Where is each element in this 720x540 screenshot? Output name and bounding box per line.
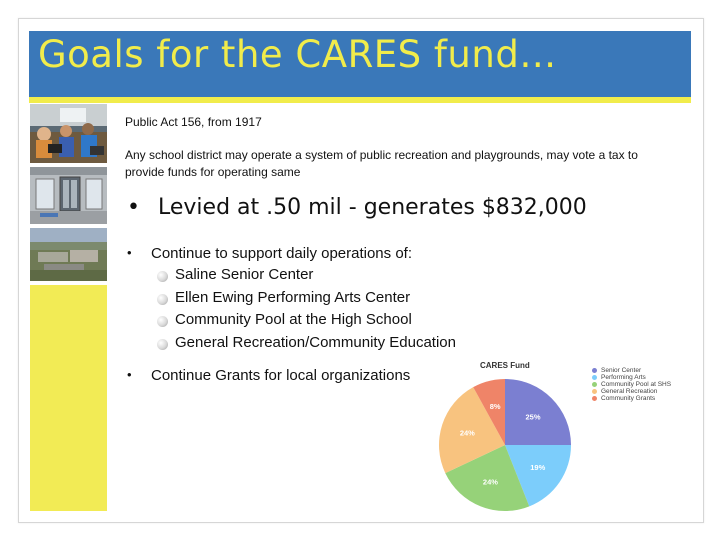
grants-bullet-text: Continue Grants for local organizations	[151, 367, 411, 384]
bullet-dot: •	[127, 245, 132, 260]
students-at-computer-photo	[30, 104, 107, 163]
pie-label-3: 24%	[459, 428, 475, 438]
building-entrance-photo	[30, 167, 107, 224]
legend-swatch	[592, 375, 597, 380]
bullet-circle	[157, 271, 168, 282]
pie-label-1: 19%	[530, 462, 546, 472]
legend-label: General Recreation	[601, 388, 658, 395]
act-description-line-1: Any school district may operate a system of public recreation and playgrounds, may vote a tax to	[125, 148, 638, 162]
legend-item	[592, 381, 671, 388]
legend-item	[592, 374, 671, 381]
sidebar-yellow-block	[30, 285, 107, 511]
aerial-campus-photo	[30, 228, 107, 281]
chart-legend	[592, 367, 671, 402]
act-reference-text: Public Act 156, from 1917	[125, 115, 262, 129]
bullet-circle	[157, 339, 168, 350]
pie-label-0: 25%	[525, 412, 541, 422]
title-underline	[29, 97, 691, 103]
legend-swatch	[592, 382, 597, 387]
legend-label: Community Pool at SHS	[601, 381, 672, 388]
legend-label: Performing Arts	[601, 374, 646, 381]
legend-swatch	[592, 389, 597, 394]
legend-swatch	[592, 396, 597, 401]
bullet-dot: •	[127, 195, 140, 220]
support-bullet-text: Continue to support daily operations of:	[151, 245, 412, 262]
slide-title: Goals for the CARES fund…	[38, 33, 557, 76]
legend-item	[592, 367, 671, 374]
pie-chart	[435, 376, 575, 516]
pie-label-2: 24%	[482, 477, 498, 487]
levy-bullet-text: Levied at .50 mil - generates $832,000	[158, 195, 587, 220]
legend-swatch	[592, 368, 597, 373]
bullet-dot: •	[127, 367, 132, 382]
bullet-circle	[157, 294, 168, 305]
legend-label: Senior Center	[601, 367, 642, 374]
pie-label-4: 8%	[489, 402, 501, 412]
chart-title: CARES Fund	[480, 361, 530, 370]
legend-item	[592, 395, 671, 402]
legend-label: Community Grants	[601, 395, 656, 402]
act-description-line-2: provide funds for operating same	[125, 165, 301, 179]
legend-item	[592, 388, 671, 395]
levy-bullet	[127, 195, 587, 220]
